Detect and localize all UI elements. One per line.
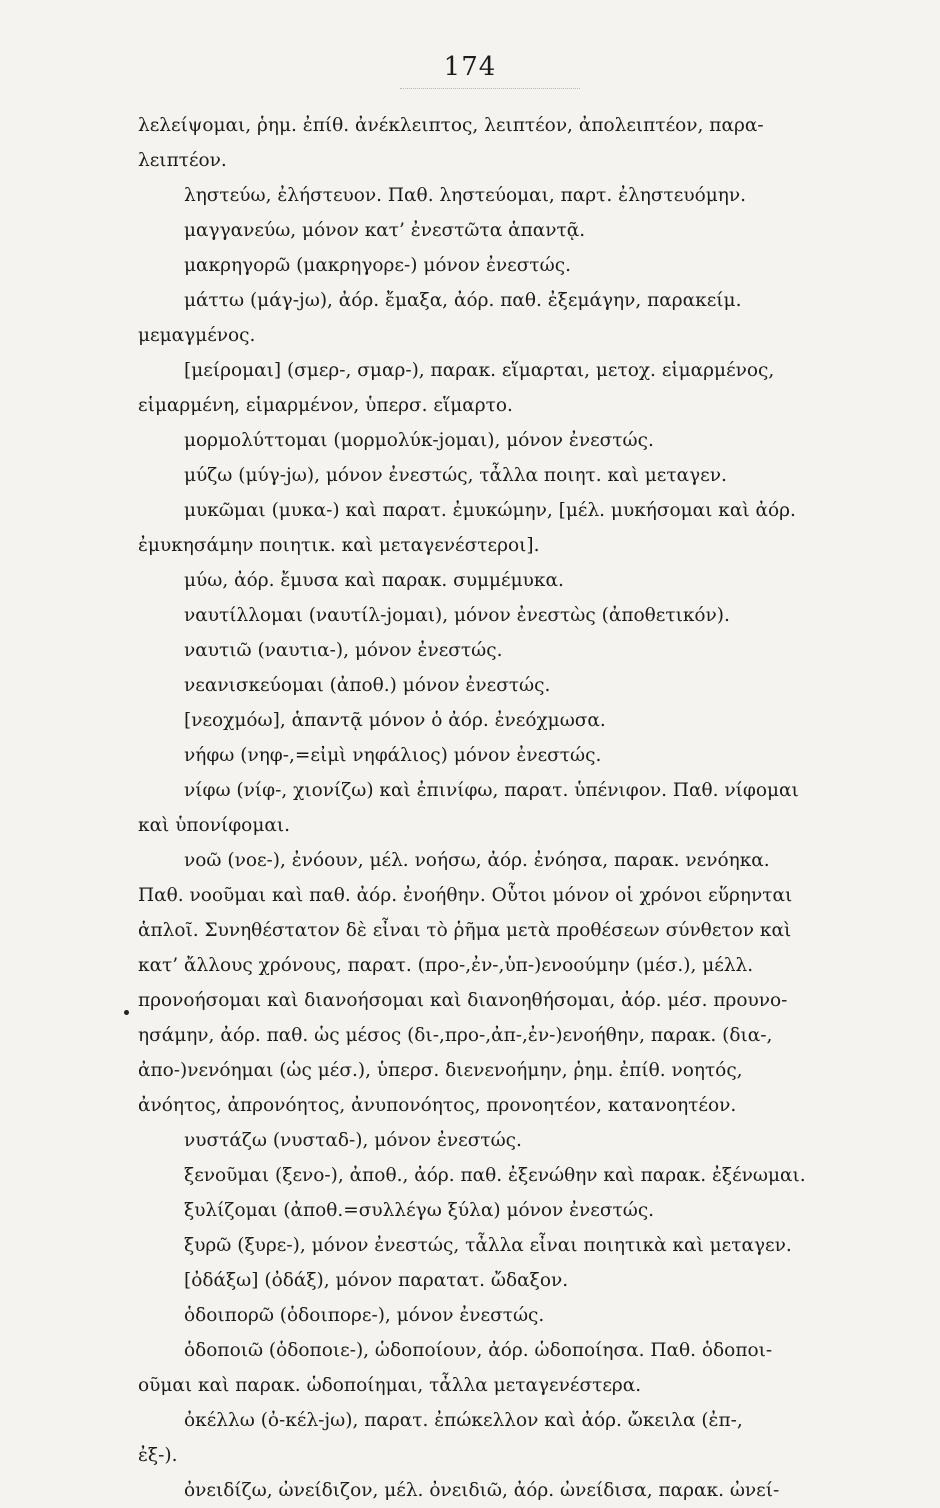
text-line: ναυτιῶ (ναυτια-), μόνον ἐνεστώς. [184, 640, 503, 661]
text-line: νίφω (νίφ-, χιονίζω) καὶ ἐπινίφω, παρατ. ὑπένιφον. Παθ. νίφομαι [184, 780, 799, 801]
text-line: μακρηγορῶ (μακρηγορε-) μόνον ἐνεστώς. [184, 255, 571, 276]
text-line: μύζω (μύγ-jω), μόνον ἐνεστώς, τἆλλα ποιητ. καὶ μεταγεν. [184, 465, 727, 486]
text-line: μυκῶμαι (μυκα-) καὶ παρατ. ἐμυκώμην, [μέλ. μυκήσομαι καὶ ἀόρ. [184, 500, 796, 521]
text-line: ξυλίζομαι (ἀποθ.=συλλέγω ξύλα) μόνον ἐνεστώς. [184, 1200, 655, 1221]
text-line: λελείψομαι, ῥημ. ἐπίθ. ἀνέκλειπτος, λειπτέον, ἀπολειπτέον, παρα- [138, 115, 764, 136]
margin-dot [124, 1010, 129, 1015]
text-line: ληστεύω, ἐλήστευον. Παθ. ληστεύομαι, παρτ. ἐληστευόμην. [184, 185, 746, 206]
text-line: ξενοῦμαι (ξενο-), ἀποθ., ἀόρ. παθ. ἐξενώθην καὶ παρακ. ἐξένωμαι. [184, 1165, 806, 1186]
text-line: νυστάζω (νυσταδ-), μόνον ἐνεστώς. [184, 1130, 522, 1151]
text-line: οῦμαι καὶ παρακ. ὡδοποίημαι, τἆλλα μεταγενέστερα. [138, 1375, 642, 1396]
body-text [138, 108, 888, 1508]
text-line: καὶ ὑπονίφομαι. [138, 815, 290, 836]
text-line: [μείρομαι] (σμερ-, σμαρ-), παρακ. εἵμαρται, μετοχ. εἱμαρμένος, [184, 360, 775, 381]
text-line: νοῶ (νοε-), ἐνόουν, μέλ. νοήσω, ἀόρ. ἐνόησα, παρακ. νενόηκα. [184, 850, 770, 871]
text-line: ἀνόητος, ἀπρονόητος, ἀνυπονόητος, προνοητέον, κατανοητέον. [138, 1095, 737, 1116]
text-line: ὁδοιπορῶ (ὁδοιπορε-), μόνον ἐνεστώς. [184, 1305, 545, 1326]
text-line: νεανισκεύομαι (ἀποθ.) μόνον ἐνεστώς. [184, 675, 551, 696]
text-line: [νεοχμόω], ἁπαντᾷ μόνον ὁ ἀόρ. ἐνεόχμωσα. [184, 710, 606, 731]
text-line: εἱμαρμένη, εἱμαρμένον, ὑπερσ. εἵμαρτο. [138, 395, 513, 416]
text-line: ὁδοποιῶ (ὁδοποιε-), ὡδοποίουν, ἀόρ. ὡδοποίησα. Παθ. ὁδοποι- [184, 1340, 773, 1361]
text-line: ἀπο-)νενόημαι (ὡς μέσ.), ὑπερσ. διενενοήμην, ῥημ. ἐπίθ. νοητός, [138, 1060, 743, 1081]
text-line: μαγγανεύω, μόνον κατ’ ἐνεστῶτα ἁπαντᾷ. [184, 220, 586, 241]
text-line: κατ’ ἄλλους χρόνους, παρατ. (προ-,ἐν-,ὑπ-)ενοούμην (μέσ.), μέλλ. [138, 955, 754, 976]
text-line: ἐμυκησάμην ποιητικ. καὶ μεταγενέστεροι]. [138, 535, 540, 556]
page-number: 174 [443, 52, 497, 82]
text-line: μύω, ἀόρ. ἔμυσα καὶ παρακ. συμμέμυκα. [184, 570, 564, 591]
text-line: ὀκέλλω (ὀ-κέλ-jω), παρατ. ἐπώκελλον καὶ ἀόρ. ὤκειλα (ἐπ-, [184, 1410, 743, 1431]
text-line: ὀνειδίζω, ὠνείδιζον, μέλ. ὀνειδιῶ, ἀόρ. ὠνείδισα, παρακ. ὠνεί- [184, 1480, 780, 1501]
text-line: μεμαγμένος. [138, 325, 256, 346]
text-line: ἁπλοῖ. Συνηθέστατον δὲ εἶναι τὸ ῥῆμα μετὰ προθέσεων σύνθετον καὶ [138, 920, 792, 941]
text-line: νήφω (νηφ-,=εἰμὶ νηφάλιος) μόνον ἐνεστώς. [184, 745, 602, 766]
text-line: προνοήσομαι καὶ διανοήσομαι καὶ διανοηθήσομαι, ἀόρ. μέσ. προυνο- [138, 990, 788, 1011]
header-rule [400, 88, 580, 89]
text-line: ξυρῶ (ξυρε-), μόνον ἐνεστώς, τἆλλα εἶναι ποιητικὰ καὶ μεταγεν. [184, 1235, 792, 1256]
text-line: μάττω (μάγ-jω), ἀόρ. ἔμαξα, ἀόρ. παθ. ἐξεμάγην, παρακείμ. [184, 290, 742, 311]
text-line: Παθ. νοοῦμαι καὶ παθ. ἀόρ. ἐνοήθην. Οὗτοι μόνον οἱ χρόνοι εὕρηνται [138, 885, 793, 906]
text-line: λειπτέον. [138, 150, 227, 171]
text-line: [ὀδάξω] (ὀδάξ), μόνον παρατατ. ὤδαξον. [184, 1270, 569, 1291]
text-line: ησάμην, ἀόρ. παθ. ὡς μέσος (δι-,προ-,ἀπ-,ἐν-)ενοήθην, παρακ. (δια-, [138, 1025, 773, 1046]
text-line: ἐξ-). [138, 1445, 178, 1466]
text-line: μορμολύττομαι (μορμολύκ-jομαι), μόνον ἐνεστώς. [184, 430, 654, 451]
text-line: ναυτίλλομαι (ναυτίλ-jομαι), μόνον ἐνεστὼς (ἀποθετικόν). [184, 605, 730, 626]
